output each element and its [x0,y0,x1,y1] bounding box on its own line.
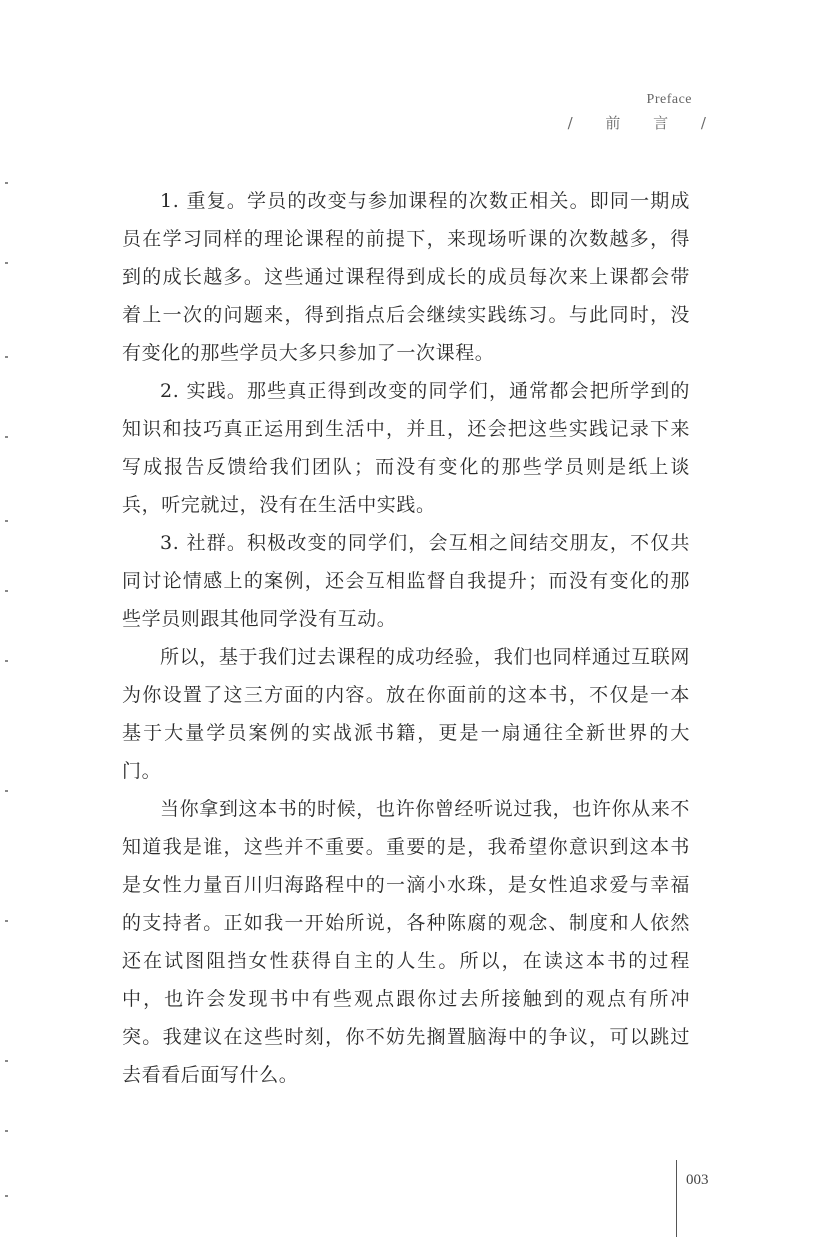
paragraph-summary: 所以，基于我们过去课程的成功经验，我们也同样通过互联网为你设置了这三方面的内容。放在你面前的这本书，不仅是一本基于大量学员案例的实战派书籍，更是一扇通往全新世界的大门。 [122,646,690,782]
edge-mark [5,920,8,922]
running-header-title: Preface [646,92,692,107]
edge-mark [5,660,8,662]
edge-mark [5,790,8,792]
edge-mark [5,436,8,438]
page-number: 003 [686,1172,709,1188]
edge-mark [5,1195,8,1197]
body-text [122,182,690,1094]
edge-mark [5,182,8,184]
paragraph-repetition: 1. 重复。学员的改变与参加课程的次数正相关。即同一期成员在学习同样的理论课程的前提下，来现场听课的次数越多，得到的成长越多。这些通过课程得到成长的成员每次来上课都会带着上一次的问题来，得到指点后会继续实践练习。与此同时，没有变化的那些学员大多只参加了一次课程。 [122,190,690,364]
edge-mark [5,1060,8,1062]
paragraph-closing: 当你拿到这本书的时候，也许你曾经听说过我，也许你从来不知道我是谁，这些并不重要。重要的是，我希望你意识到这本书是女性力量百川归海路程中的一滴小水珠，是女性追求爱与幸福的支持者。正如我一开始所说，各种陈腐的观念、制度和人依然还在试图阻挡女性获得自主的人生。所以，在读这本书的过程中，也许会发现书中有些观点跟你过去所接触到的观点有所冲突。我建议在这些时刻，你不妨先搁置脑海中的争议，可以跳过去看看后面写什么。 [122,798,690,1086]
edge-mark [5,590,8,592]
paragraph-practice: 2. 实践。那些真正得到改变的同学们，通常都会把所学到的知识和技巧真正运用到生活中，并且，还会把这些实践记录下来写成报告反馈给我们团队；而没有变化的那些学员则是纸上谈兵，听完就过，没有在生活中实践。 [122,380,690,516]
edge-mark [5,262,8,264]
running-header-subtitle: / 前 言 / [567,114,720,132]
edge-mark [5,1130,8,1132]
edge-mark [5,520,8,522]
page-number-rule [676,1160,677,1237]
edge-mark [5,356,8,358]
paragraph-community: 3. 社群。积极改变的同学们，会互相之间结交朋友，不仅共同讨论情感上的案例，还会互相监督自我提升；而没有变化的那些学员则跟其他同学没有互动。 [122,532,690,630]
